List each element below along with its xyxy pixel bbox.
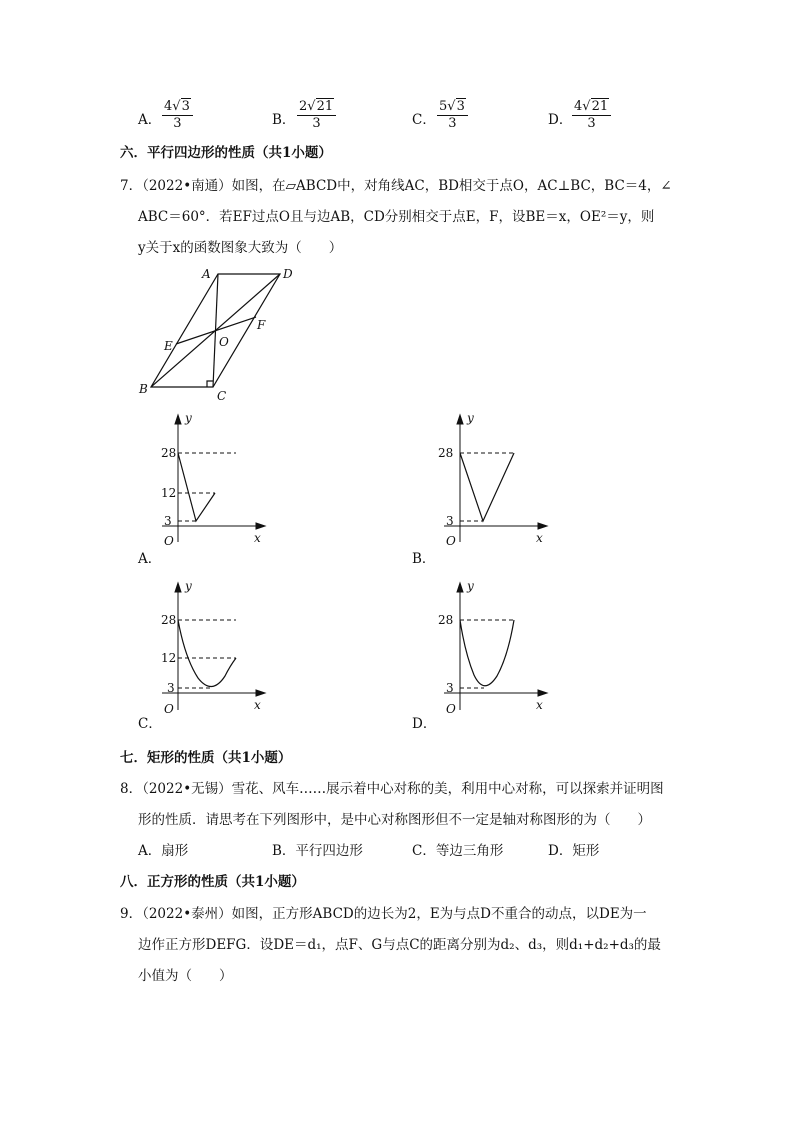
graph-c-3: 3 [167,681,175,695]
q8-option-c: C．等边三角形 [412,843,504,859]
q8-option-d: D．矩形 [548,843,600,859]
section-6-heading: 六．平行四边形的性质（共1小题） [120,145,332,161]
q6-option-c-fraction: $\frac{5√3}{3}$ [437,99,468,132]
graph-a-origin: O [164,534,174,548]
label-d: D [283,267,293,281]
graph-b [432,410,562,550]
q6-option-d-letter: D． [548,112,573,128]
q7-line-2: ABC＝60°．若EF过点O且与边AB，CD分别相交于点E，F，设BE＝x，OE²＝y，则 [138,209,655,225]
q6-option-b-letter: B． [272,112,296,128]
q8-option-a: A．扇形 [138,843,189,859]
section-7-heading: 七．矩形的性质（共1小题） [120,750,292,766]
graph-a-x-label: x [254,531,261,545]
graph-c-y-label: y [185,579,192,593]
graph-b-curve [460,453,514,521]
q6-option-c-letter: C． [412,112,436,128]
label-o: O [219,335,229,349]
choice-d-label: D． [412,716,437,732]
q8-line-1: 8．（2022•无锡）雪花、风车……展示着中心对称的美，利用中心对称，可以探索并证明图 [120,781,664,797]
graph-a-28: 28 [161,446,177,460]
graph-c-12: 12 [161,651,177,665]
label-f: F [257,318,266,332]
label-e: E [164,339,173,353]
q7-line-1: 7．（2022•南通）如图，在▱ABCD中，对角线AC，BD相交于点O，AC⊥BC，BC＝4，∠ [120,178,672,194]
q7-line-3: y关于x的函数图象大致为（ ） [138,240,343,256]
graph-b-y-label: y [467,411,474,425]
q9-line-2: 边作正方形DEFG．设DE＝d₁，点F、G与点C的距离分别为d₂、d₃，则d₁+d₂+d₃的最 [138,937,661,953]
choice-b-label: B． [412,551,436,567]
graph-c-x-label: x [254,698,261,712]
graph-c-curve [178,620,236,687]
graph-c-28: 28 [161,613,177,627]
graph-a-3: 3 [164,514,172,528]
graph-a-12: 12 [161,486,177,500]
q6-option-d-fraction: $\frac{4√21}{3}$ [572,99,611,132]
q6-option-b-fraction: $\frac{2√21}{3}$ [297,99,336,132]
graph-c-origin: O [164,702,174,716]
graph-a-curve [178,453,215,521]
graph-d-x-label: x [536,698,543,712]
q8-option-b: B．平行四边形 [272,843,363,859]
parallelogram-figure [130,262,300,407]
graph-d-origin: O [446,702,456,716]
graph-b-3: 3 [446,514,454,528]
graph-d [432,578,562,718]
q6-option-a-letter: A． [138,112,162,128]
graph-b-x-label: x [536,531,543,545]
choice-c-label: C． [138,716,162,732]
graph-a-y-label: y [185,411,192,425]
label-a: A [202,267,211,281]
graph-c [150,578,280,718]
q9-line-1: 9．（2022•泰州）如图，正方形ABCD的边长为2，E为与点D不重合的动点，以DE为一 [120,906,647,922]
q9-line-3: 小值为（ ） [138,968,233,984]
graph-d-y-label: y [467,579,474,593]
graph-a [150,410,280,550]
graph-d-3: 3 [446,681,454,695]
graph-b-origin: O [446,534,456,548]
section-8-heading: 八．正方形的性质（共1小题） [120,874,305,890]
q8-line-2: 形的性质．请思考在下列图形中，是中心对称图形但不一定是轴对称图形的为（ ） [138,812,651,828]
graph-b-28: 28 [438,446,454,460]
choice-a-label: A． [138,551,162,567]
label-c: C [217,389,227,403]
graph-d-28: 28 [438,613,454,627]
label-b: B [139,382,148,396]
graph-d-curve [460,620,514,686]
q6-option-a-fraction: $\frac{4√3}{3}$ [162,99,193,132]
right-angle-mark [207,381,213,387]
